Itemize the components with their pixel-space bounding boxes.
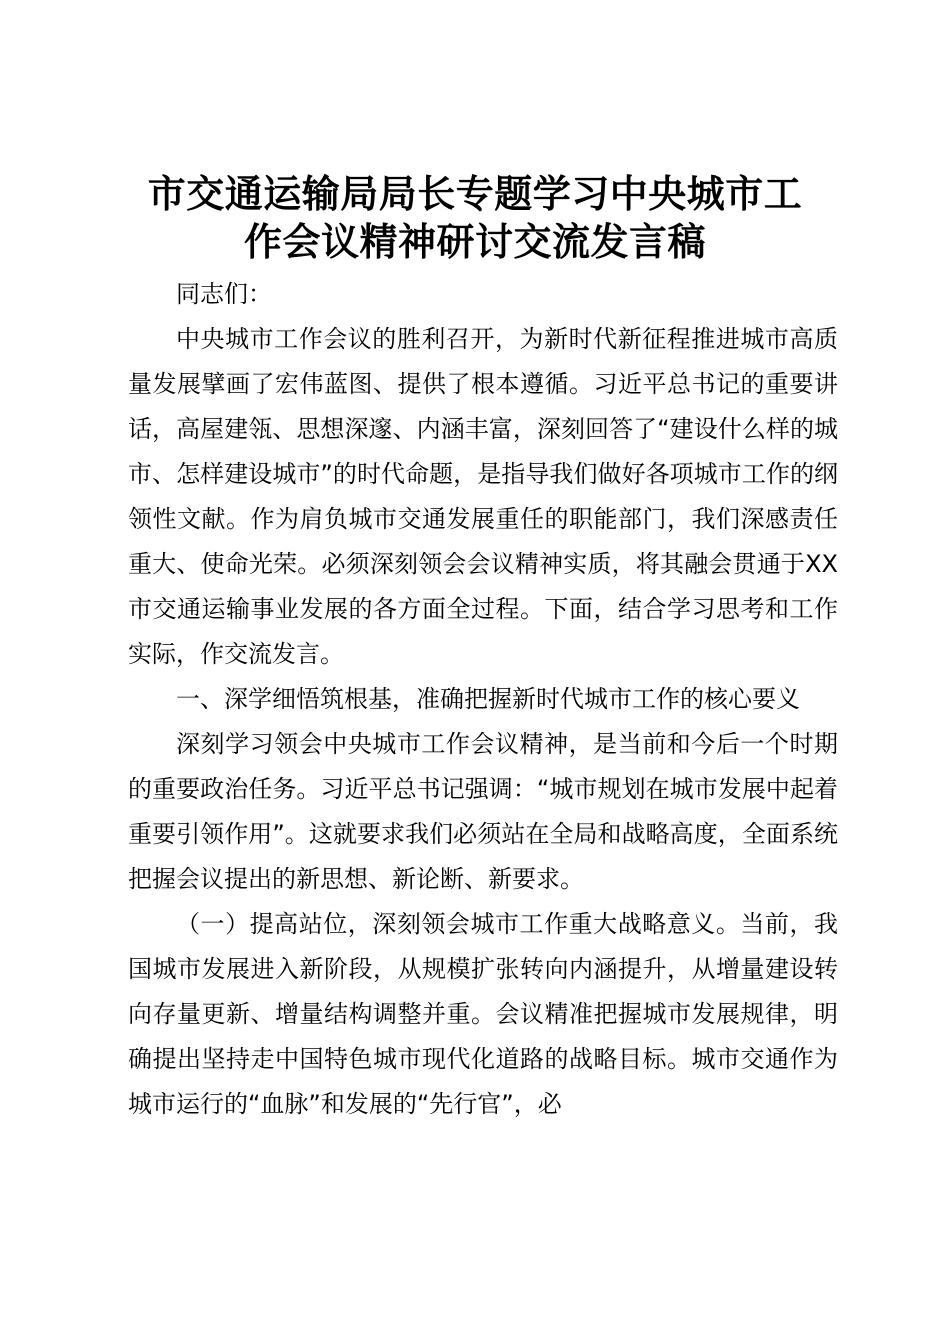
document-title	[110, 170, 840, 266]
paragraph-section-1: 深刻学习领会中央城市工作会议精神，是当前和今后一个时期的重要政治任务。习近平总书记强调：“城市规划在城市发展中起着重要引领作用”。这就要求我们必须站在全局和战略高度，全面系统把握会议提出的新思想、新论断、新要求。	[128, 730, 838, 893]
title-line-1: 市交通运输局局长专题学习中央城市工	[147, 172, 803, 216]
paragraph-subsection-1: （一）提高站位，深刻领会城市工作重大战略意义。当前，我国城市发展进入新阶段，从规模扩张转向内涵提升，从增量建设转向存量更新、增量结构调整并重。会议精准把握城市发展规律，明确提出坚持走中国特色城市现代化道路的战略目标。城市交通作为城市运行的“血脉”和发展的“先行官”，必	[128, 910, 838, 1118]
title-line-2: 作会议精神研讨交流发言稿	[243, 220, 706, 264]
salutation: 同志们：	[176, 280, 272, 308]
document-body	[128, 272, 838, 1127]
paragraph-intro: 中央城市工作会议的胜利召开，为新时代新征程推进城市高质量发展擘画了宏伟蓝图、提供了根本遵循。习近平总书记的重要讲话，高屋建瓴、思想深邃、内涵丰富，深刻回答了“建设什么样的城市、怎样建设城市”的时代命题，是指导我们做好各项城市工作的纲领性文献。作为肩负城市交通发展重任的职能部门，我们深感责任重大、使命光荣。必须深刻领会会议精神实质，将其融会贯通于XX市交通运输事业发展的各方面全过程。下面，结合学习思考和工作实际，作交流发言。	[128, 325, 838, 668]
section-heading-1: 一、深学细悟筑根基，准确把握新时代城市工作的核心要义	[176, 685, 800, 713]
